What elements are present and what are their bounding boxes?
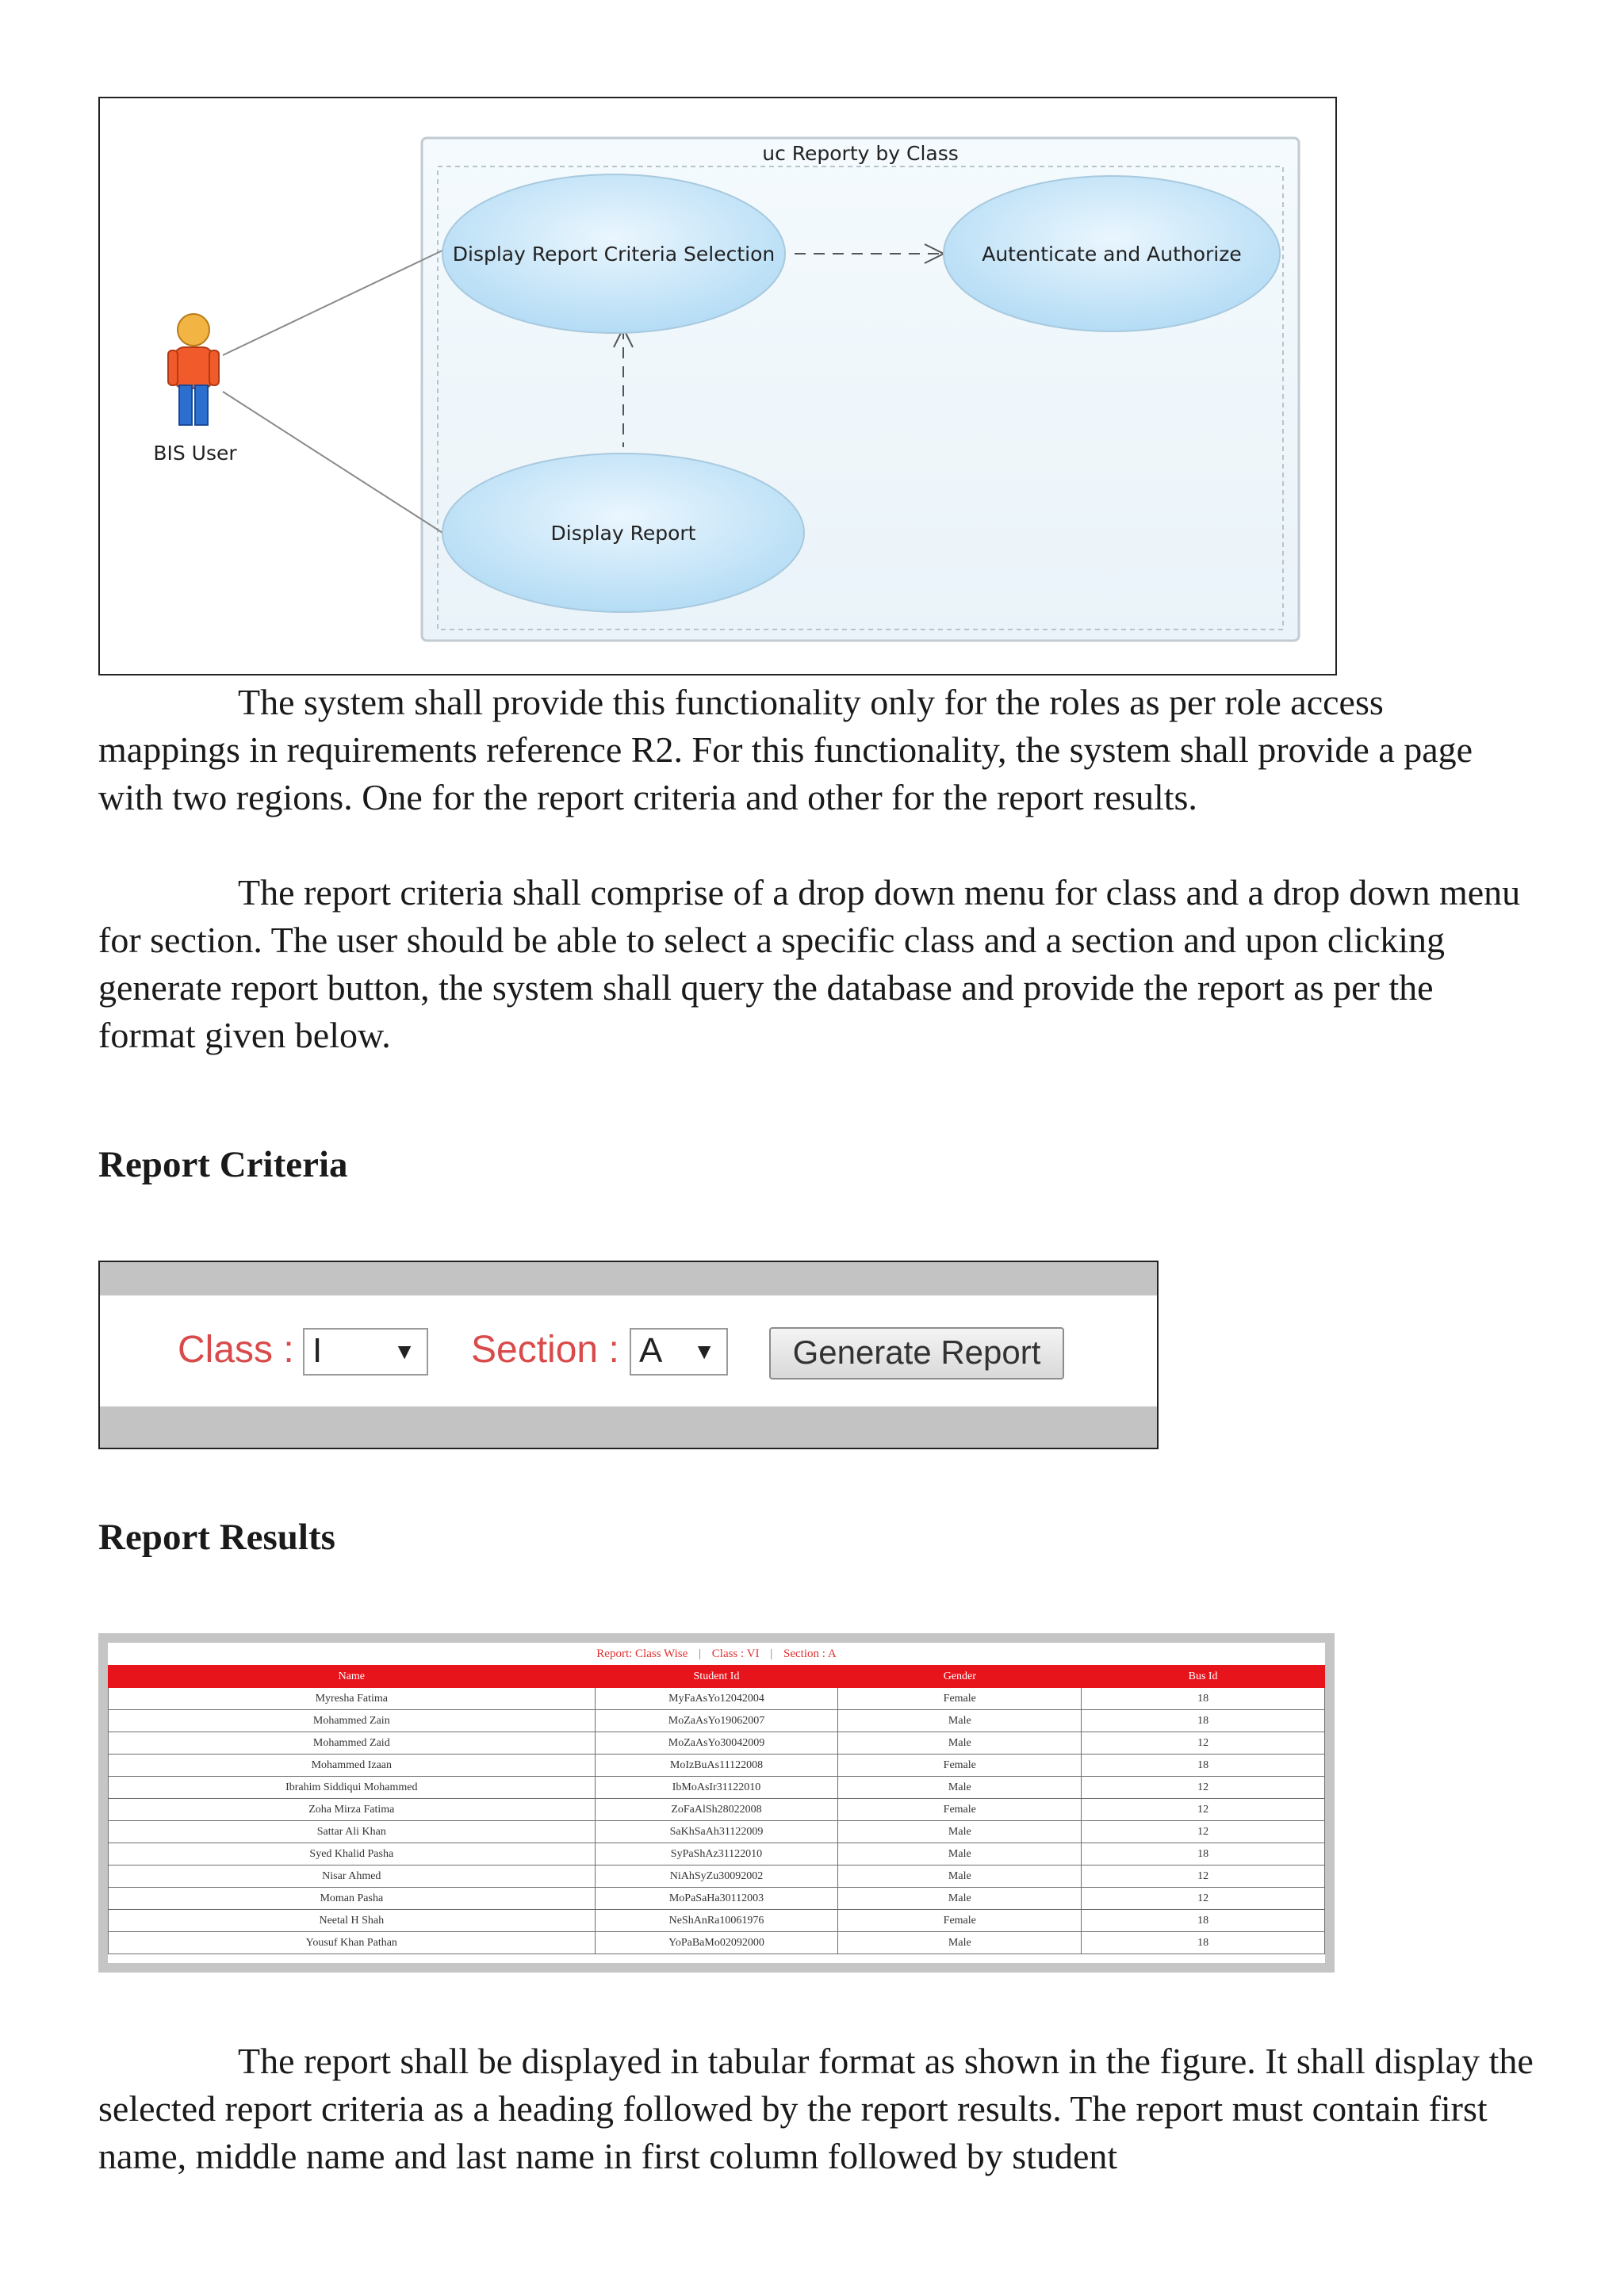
criteria-bottom-bar (100, 1406, 1157, 1448)
cell-bus-id: 12 (1082, 1866, 1325, 1888)
cell-bus-id: 18 (1082, 1910, 1325, 1932)
caption-report: Report: Class Wise (596, 1647, 688, 1660)
report-caption (108, 1643, 1325, 1665)
use-case-diagram-svg (100, 98, 1339, 677)
use-case-diagram (98, 97, 1337, 675)
association-line-report (223, 392, 442, 533)
cell-bus-id: 18 (1082, 1710, 1325, 1732)
cell-gender: Male (838, 1888, 1082, 1910)
caption-separator: | (770, 1647, 773, 1660)
cell-gender: Female (838, 1688, 1082, 1710)
table-row (109, 1688, 1325, 1710)
caption-class: Class : VI (711, 1647, 760, 1660)
cell-name: Neetal H Shah (109, 1910, 596, 1932)
caption-separator: | (699, 1647, 702, 1660)
cell-gender: Male (838, 1866, 1082, 1888)
cell-name: Mohammed Izaan (109, 1755, 596, 1777)
cell-bus-id: 18 (1082, 1932, 1325, 1954)
report-table (108, 1665, 1325, 1954)
table-row (109, 1843, 1325, 1866)
cell-name: Myresha Fatima (109, 1688, 596, 1710)
actor-label: BIS User (153, 442, 237, 465)
cell-gender: Female (838, 1755, 1082, 1777)
cell-bus-id: 18 (1082, 1688, 1325, 1710)
section-select-value: A (639, 1331, 663, 1370)
table-row (109, 1821, 1325, 1843)
cell-student-id: SyPaShAz31122010 (595, 1843, 838, 1866)
association-line-criteria (223, 249, 446, 355)
chevron-down-icon: ▼ (693, 1339, 715, 1364)
cell-name: Syed Khalid Pasha (109, 1843, 596, 1866)
cell-bus-id: 12 (1082, 1777, 1325, 1799)
cell-gender: Female (838, 1910, 1082, 1932)
paragraph-2 (98, 869, 1534, 1059)
column-header-bus-id: Bus Id (1082, 1666, 1325, 1688)
cell-gender: Female (838, 1799, 1082, 1821)
cell-gender: Male (838, 1777, 1082, 1799)
table-row (109, 1755, 1325, 1777)
chevron-down-icon: ▼ (393, 1339, 416, 1364)
cell-gender: Male (838, 1732, 1082, 1755)
table-row (109, 1888, 1325, 1910)
class-select-value: I (312, 1331, 323, 1370)
table-row (109, 1910, 1325, 1932)
cell-gender: Male (838, 1843, 1082, 1866)
cell-name: Moman Pasha (109, 1888, 596, 1910)
cell-name: Nisar Ahmed (109, 1866, 596, 1888)
cell-student-id: YoPaBaMo02092000 (595, 1932, 838, 1954)
heading-report-criteria: Report Criteria (98, 1144, 348, 1185)
report-criteria-figure (98, 1261, 1159, 1449)
cell-name: Mohammed Zaid (109, 1732, 596, 1755)
paragraph-3 (98, 2038, 1534, 2180)
cell-student-id: MyFaAsYo12042004 (595, 1688, 838, 1710)
table-row (109, 1866, 1325, 1888)
report-results-panel (108, 1643, 1325, 1963)
table-row (109, 1732, 1325, 1755)
cell-bus-id: 18 (1082, 1755, 1325, 1777)
cell-student-id: MoPaSaHa30112003 (595, 1888, 838, 1910)
class-label: Class : (178, 1329, 294, 1371)
cell-bus-id: 12 (1082, 1821, 1325, 1843)
cell-name: Mohammed Zain (109, 1710, 596, 1732)
usecase-criteria-label: Display Report Criteria Selection (452, 243, 776, 266)
table-row (109, 1799, 1325, 1821)
usecase-report-label: Display Report (550, 522, 696, 545)
column-header-name: Name (109, 1666, 596, 1688)
table-row (109, 1932, 1325, 1954)
column-header-student-id: Student Id (595, 1666, 838, 1688)
cell-name: Sattar Ali Khan (109, 1821, 596, 1843)
cell-student-id: SaKhSaAh31122009 (595, 1821, 838, 1843)
cell-student-id: MoZaAsYo19062007 (595, 1710, 838, 1732)
cell-gender: Male (838, 1932, 1082, 1954)
cell-student-id: MoZaAsYo30042009 (595, 1732, 838, 1755)
cell-bus-id: 12 (1082, 1799, 1325, 1821)
cell-student-id: IbMoAsIr31122010 (595, 1777, 838, 1799)
criteria-top-bar (100, 1262, 1157, 1295)
cell-student-id: MoIzBuAs11122008 (595, 1755, 838, 1777)
paragraph-1 (98, 679, 1534, 821)
usecase-auth-label: Autenticate and Authorize (982, 243, 1242, 266)
cell-gender: Male (838, 1821, 1082, 1843)
actor-icon (168, 314, 219, 425)
section-select[interactable] (630, 1328, 728, 1376)
paragraph-1-text: The system shall provide this functionality only for the roles as per role access mappings in requirements reference R2. For this functionality, the system shall provide a page with two regions. One for the report criteria and other for the report results. (98, 682, 1473, 817)
generate-report-button[interactable]: Generate Report (769, 1327, 1064, 1380)
cell-bus-id: 12 (1082, 1888, 1325, 1910)
table-row (109, 1777, 1325, 1799)
table-header-row (109, 1666, 1325, 1688)
heading-report-results: Report Results (98, 1517, 335, 1558)
cell-name: Yousuf Khan Pathan (109, 1932, 596, 1954)
cell-name: Ibrahim Siddiqui Mohammed (109, 1777, 596, 1799)
cell-student-id: NiAhSyZu30092002 (595, 1866, 838, 1888)
paragraph-3-text: The report shall be displayed in tabular format as shown in the figure. It shall display the selected report criteria as a heading followed by the report results. The report must contain first name, middle name and last name in first column followed by student (98, 2041, 1534, 2176)
cell-gender: Male (838, 1710, 1082, 1732)
class-select[interactable] (303, 1328, 428, 1376)
section-label: Section : (471, 1329, 619, 1371)
cell-student-id: ZoFaAlSh28022008 (595, 1799, 838, 1821)
table-row (109, 1710, 1325, 1732)
cell-bus-id: 18 (1082, 1843, 1325, 1866)
paragraph-2-text: The report criteria shall comprise of a drop down menu for class and a drop down menu for section. The user should be able to select a specific class and a section and upon clicking generate report button, the system shall query the database and provide the report as per the format given below. (98, 872, 1521, 1055)
diagram-title: uc Reporty by Class (762, 142, 959, 165)
report-results-figure (98, 1633, 1335, 1973)
caption-section: Section : A (783, 1647, 837, 1660)
cell-bus-id: 12 (1082, 1732, 1325, 1755)
column-header-gender: Gender (838, 1666, 1082, 1688)
cell-name: Zoha Mirza Fatima (109, 1799, 596, 1821)
cell-student-id: NeShAnRa10061976 (595, 1910, 838, 1932)
